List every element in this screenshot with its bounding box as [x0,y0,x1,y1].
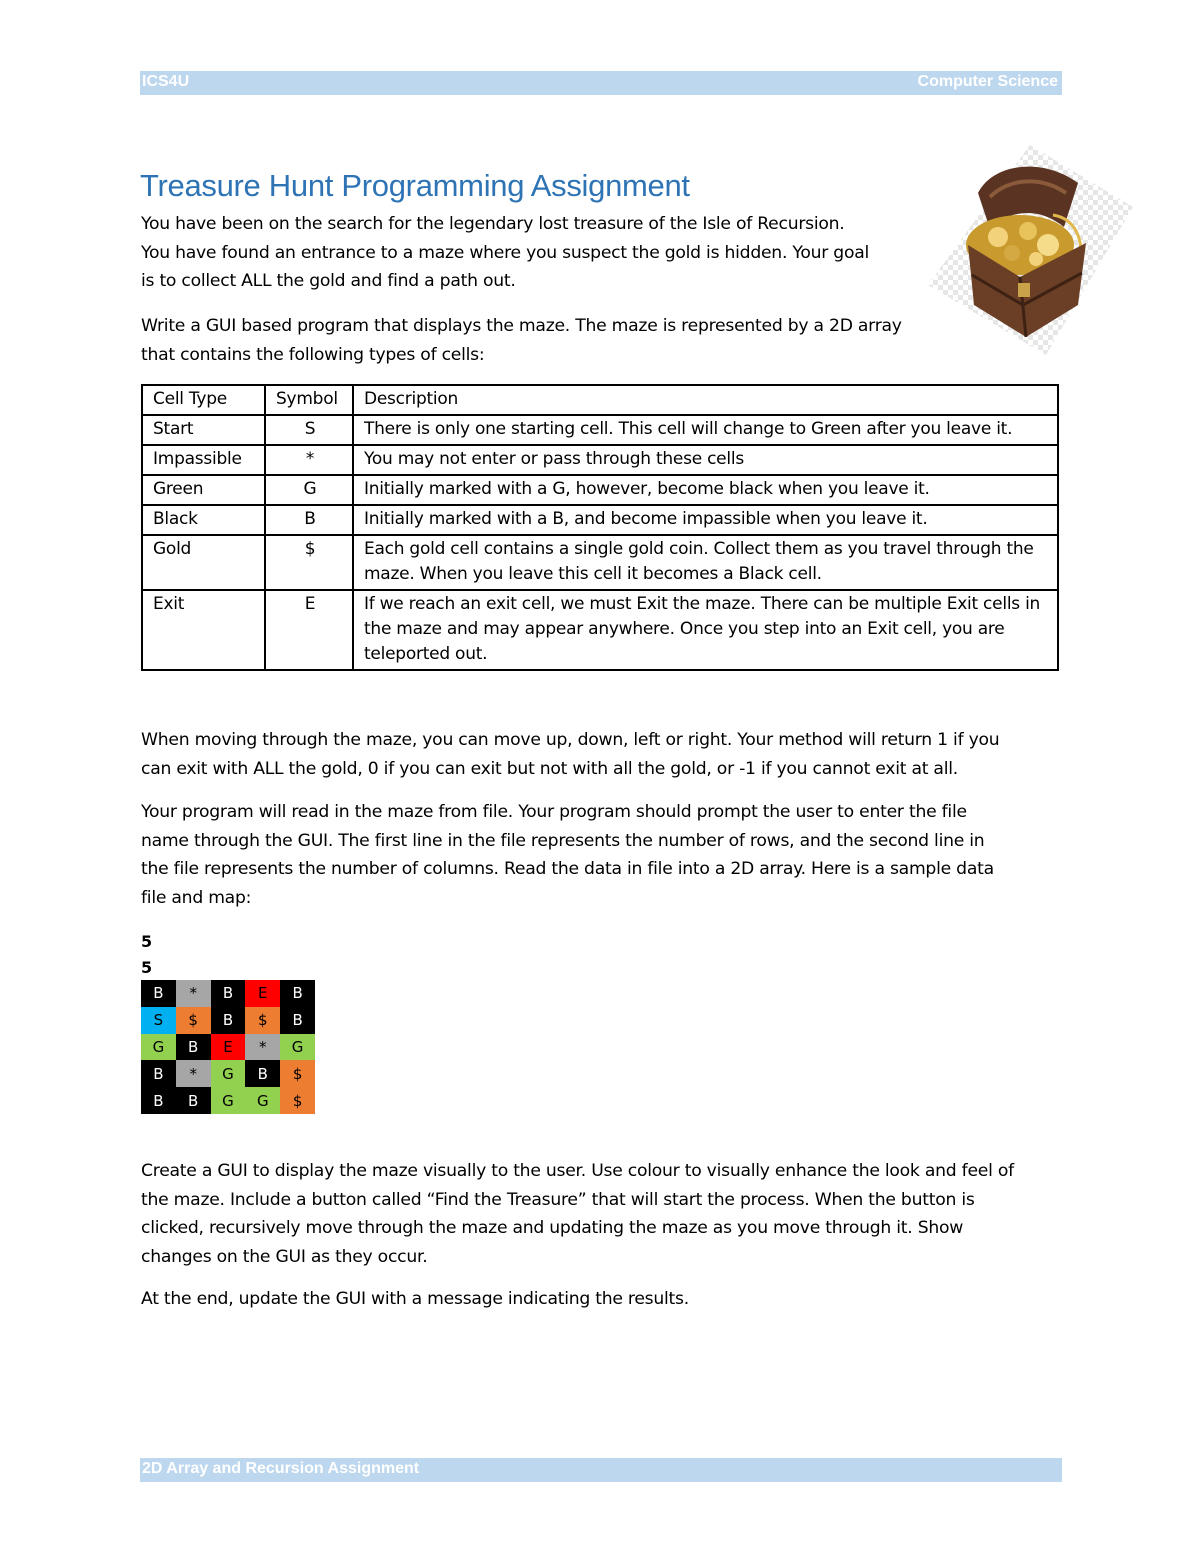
column-header: Description [353,385,1058,415]
table-row [142,415,1058,445]
maze-cell: B [280,1007,315,1034]
cell-description: There is only one starting cell. This cell will change to Green after you leave it. [353,415,1058,445]
gui-line: changes on the GUI as they occur. [141,1247,428,1268]
cell-type: Gold [142,535,265,590]
cell-symbol: E [265,590,353,670]
table-row [142,445,1058,475]
write-line: that contains the following types of cells: [141,344,485,365]
write-paragraph [141,312,902,369]
cell-symbol: G [265,475,353,505]
maze-cell: B [141,980,176,1007]
gui-line: the maze. Include a button called “Find the Treasure” that will start the process. When the button is [141,1189,975,1210]
cell-type: Green [142,475,265,505]
maze-cell: B [176,1034,211,1061]
cell-symbol: $ [265,535,353,590]
maze-cell: E [211,1034,246,1061]
cell-types-table [141,384,1059,671]
maze-cell: * [245,1034,280,1061]
treasure-chest-image [928,145,1133,355]
cell-type: Start [142,415,265,445]
maze-cell: B [211,980,246,1007]
table-row [142,475,1058,505]
sample-rows-count: 5 [141,932,153,951]
page-title: Treasure Hunt Programming Assignment [140,168,690,203]
table-row [142,590,1058,670]
read-file-paragraph [141,798,994,913]
cell-description: Initially marked with a B, and become impassible when you leave it. [353,505,1058,535]
maze-cell: S [141,1007,176,1034]
cell-description: Each gold cell contains a single gold coin. Collect them as you travel through the maze. When you leave this cell it becomes a Black cell. [353,535,1058,590]
sample-maze-grid [141,980,315,1114]
read-line: Your program will read in the maze from file. Your program should prompt the user to enter the file [141,802,967,822]
gui-paragraph [141,1157,1014,1272]
intro-line: You have found an entrance to a maze where you suspect the gold is hidden. Your goal [141,242,870,263]
maze-cell: * [176,980,211,1007]
cell-type: Impassible [142,445,265,475]
intro-line: You have been on the search for the legendary lost treasure of the Isle of Recursion. [141,214,845,234]
subject-name: Computer Science [917,73,1058,90]
intro-paragraph [141,210,869,296]
intro-line: is to collect ALL the gold and find a path out. [141,271,516,292]
maze-cell: B [141,1087,176,1114]
end-paragraph [141,1285,689,1314]
maze-cell: G [280,1034,315,1061]
footer-title: 2D Array and Recursion Assignment [142,1460,420,1477]
maze-cell: E [245,980,280,1007]
maze-cell: B [280,980,315,1007]
read-line: the file represents the number of columns. Read the data in file into a 2D array. Here is a sample data [141,859,994,880]
maze-cell: G [245,1087,280,1114]
cell-symbol: * [265,445,353,475]
cell-description: If we reach an exit cell, we must Exit the maze. There can be multiple Exit cells in the maze and may appear anywhere. Once you step into an Exit cell, you are teleported out. [353,590,1058,670]
page-header [140,71,1062,95]
maze-cell: $ [280,1087,315,1114]
cell-description: You may not enter or pass through these cells [353,445,1058,475]
maze-cell: G [211,1087,246,1114]
maze-cell: $ [280,1060,315,1087]
table-row [142,505,1058,535]
end-line: At the end, update the GUI with a message indicating the results. [141,1289,689,1309]
maze-cell: $ [176,1007,211,1034]
cell-type: Exit [142,590,265,670]
sample-cols-count: 5 [141,958,153,977]
maze-cell: B [245,1060,280,1087]
moving-paragraph [141,726,999,783]
maze-cell: $ [245,1007,280,1034]
moving-line: can exit with ALL the gold, 0 if you can exit but not with all the gold, or -1 if you cannot exit at all. [141,758,958,779]
write-line: Write a GUI based program that displays the maze. The maze is represented by a 2D array [141,316,902,336]
column-header: Symbol [265,385,353,415]
course-code: ICS4U [142,73,190,90]
cell-symbol: B [265,505,353,535]
cell-description: Initially marked with a G, however, become black when you leave it. [353,475,1058,505]
cell-symbol: S [265,415,353,445]
maze-cell: G [141,1034,176,1061]
page-footer [140,1458,1062,1482]
maze-cell: B [211,1007,246,1034]
gui-line: clicked, recursively move through the maze and updating the maze as you move through it. Show [141,1218,964,1239]
table-header-row [142,385,1058,415]
gui-line: Create a GUI to display the maze visually to the user. Use colour to visually enhance the look and feel of [141,1161,1014,1181]
cell-type: Black [142,505,265,535]
maze-cell: G [211,1060,246,1087]
maze-cell: B [176,1087,211,1114]
column-header: Cell Type [142,385,265,415]
moving-line: When moving through the maze, you can move up, down, left or right. Your method will return 1 if you [141,730,1000,750]
maze-cell: B [141,1060,176,1087]
maze-cell: * [176,1060,211,1087]
read-line: name through the GUI. The first line in the file represents the number of rows, and the second line in [141,830,985,851]
table-row [142,535,1058,590]
read-line: file and map: [141,888,252,909]
